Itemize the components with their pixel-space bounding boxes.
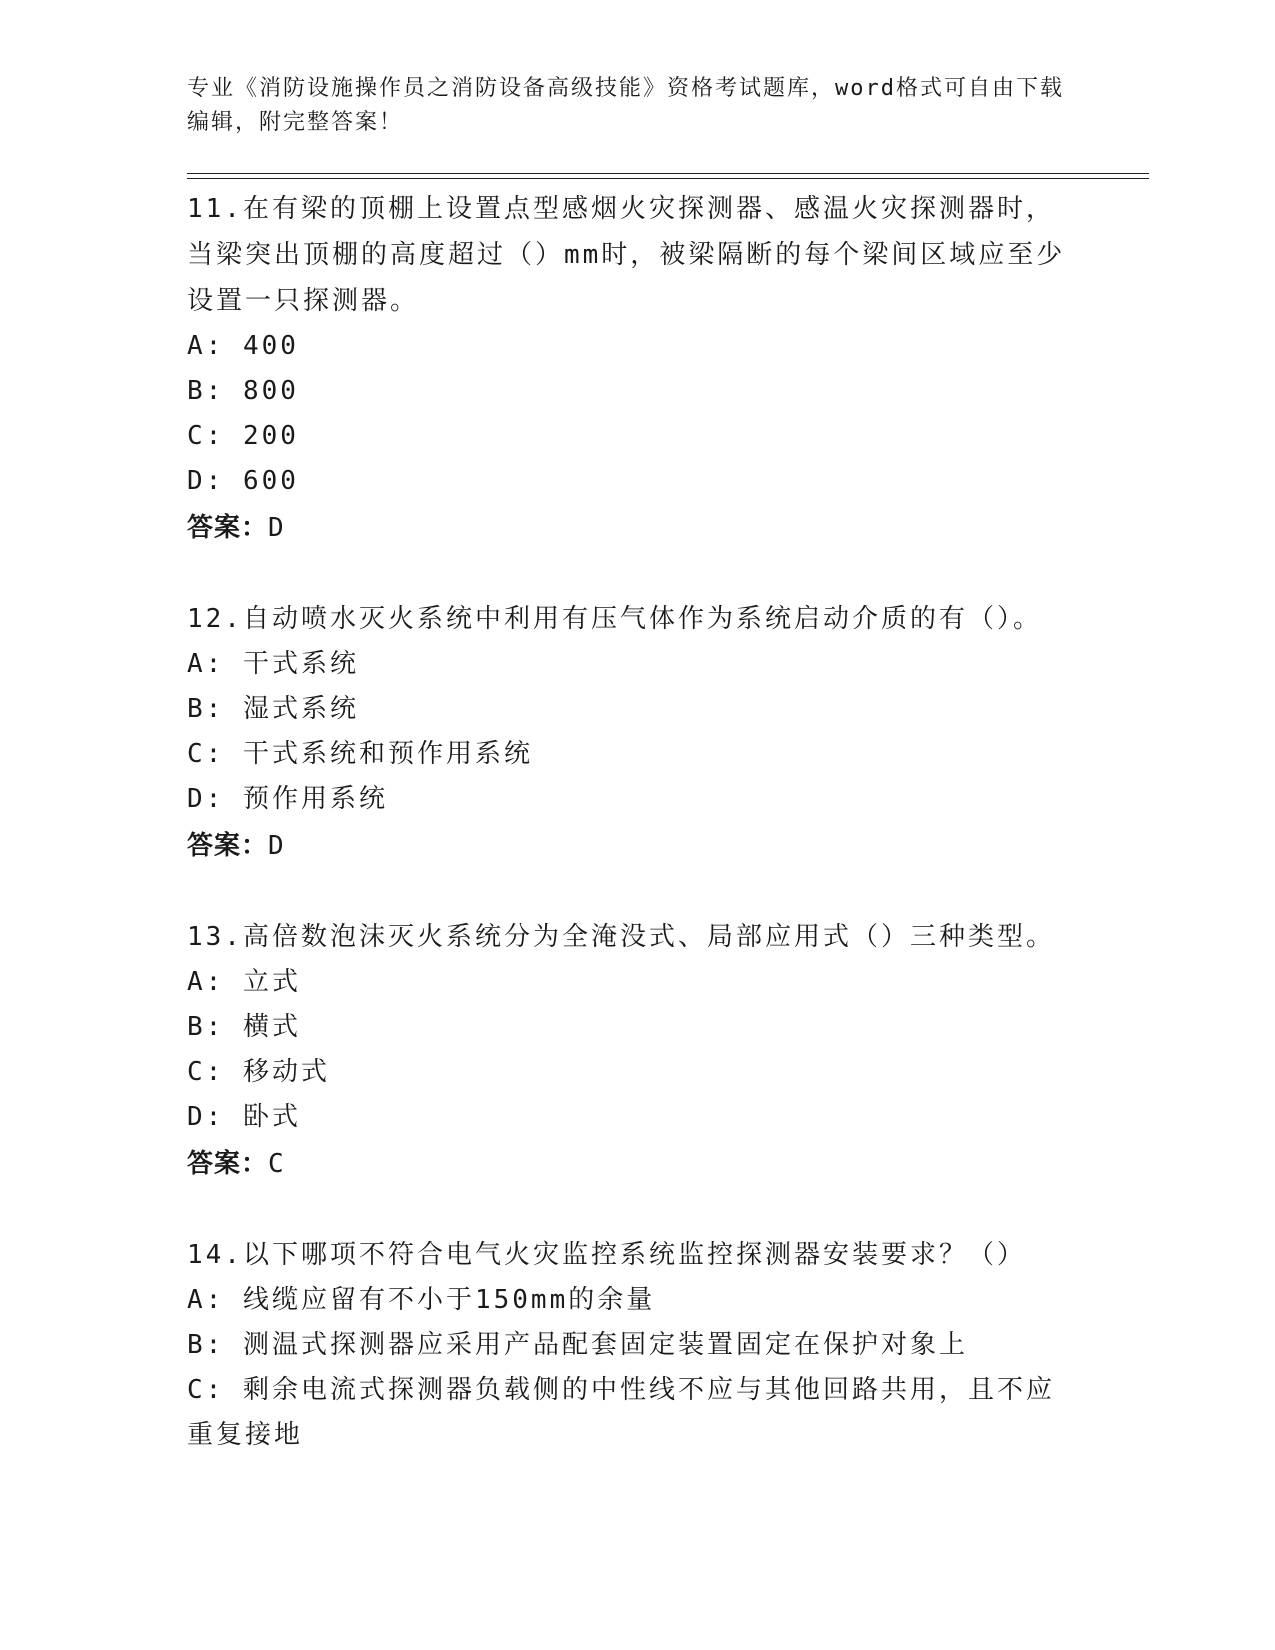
option-b: B: 测温式探测器应采用产品配套固定装置固定在保护对象上 <box>187 1330 968 1360</box>
question-11 <box>187 186 1077 552</box>
option-c: C: 干式系统和预作用系统 <box>187 739 533 769</box>
option-a: A: 400 <box>187 331 299 361</box>
question-stem: 11.在有梁的顶棚上设置点型感烟火灾探测器、感温火灾探测器时，当梁突出顶棚的高度超过（）mm时，被梁隔断的每个梁间区域应至少设置一只探测器。 <box>187 194 1066 316</box>
option-b: B: 横式 <box>187 1012 301 1042</box>
option-d: D: 600 <box>187 466 299 496</box>
option-a: A: 立式 <box>187 967 301 997</box>
option-a: A: 线缆应留有不小于150mm的余量 <box>187 1285 656 1315</box>
answer-label: 答案： <box>187 513 269 543</box>
option-b: B: 800 <box>187 376 299 406</box>
question-13 <box>187 914 1077 1188</box>
answer-label: 答案： <box>187 1149 269 1179</box>
answer-value: D <box>268 831 285 861</box>
option-c: C: 剩余电流式探测器负载侧的中性线不应与其他回路共用，且不应重复接地 <box>187 1375 1055 1450</box>
option-d: D: 预作用系统 <box>187 784 388 814</box>
option-c: C: 200 <box>187 421 299 451</box>
answer-line <box>187 1140 1077 1188</box>
option-a: A: 干式系统 <box>187 649 359 679</box>
question-list <box>187 186 1077 1502</box>
answer-line <box>187 822 1077 870</box>
answer-value: D <box>268 513 285 543</box>
header-divider-top <box>187 173 1149 174</box>
question-stem: 13.高倍数泡沫灭火系统分为全淹没式、局部应用式（）三种类型。 <box>187 922 1055 952</box>
option-c: C: 移动式 <box>187 1057 330 1087</box>
answer-line <box>187 504 1077 552</box>
question-stem: 14.以下哪项不符合电气火灾监控系统监控探测器安装要求？（） <box>187 1240 1026 1270</box>
question-stem: 12.自动喷水灭火系统中利用有压气体作为系统启动介质的有（）。 <box>187 604 1042 634</box>
answer-value: C <box>268 1149 285 1179</box>
header-divider-bottom <box>187 178 1149 179</box>
question-12 <box>187 596 1077 870</box>
option-d: D: 卧式 <box>187 1102 301 1132</box>
document-header: 专业《消防设施操作员之消防设备高级技能》资格考试题库，word格式可自由下载编辑，附完整答案！ <box>187 76 1064 135</box>
question-14 <box>187 1232 1077 1458</box>
answer-label: 答案： <box>187 831 269 861</box>
option-b: B: 湿式系统 <box>187 694 359 724</box>
